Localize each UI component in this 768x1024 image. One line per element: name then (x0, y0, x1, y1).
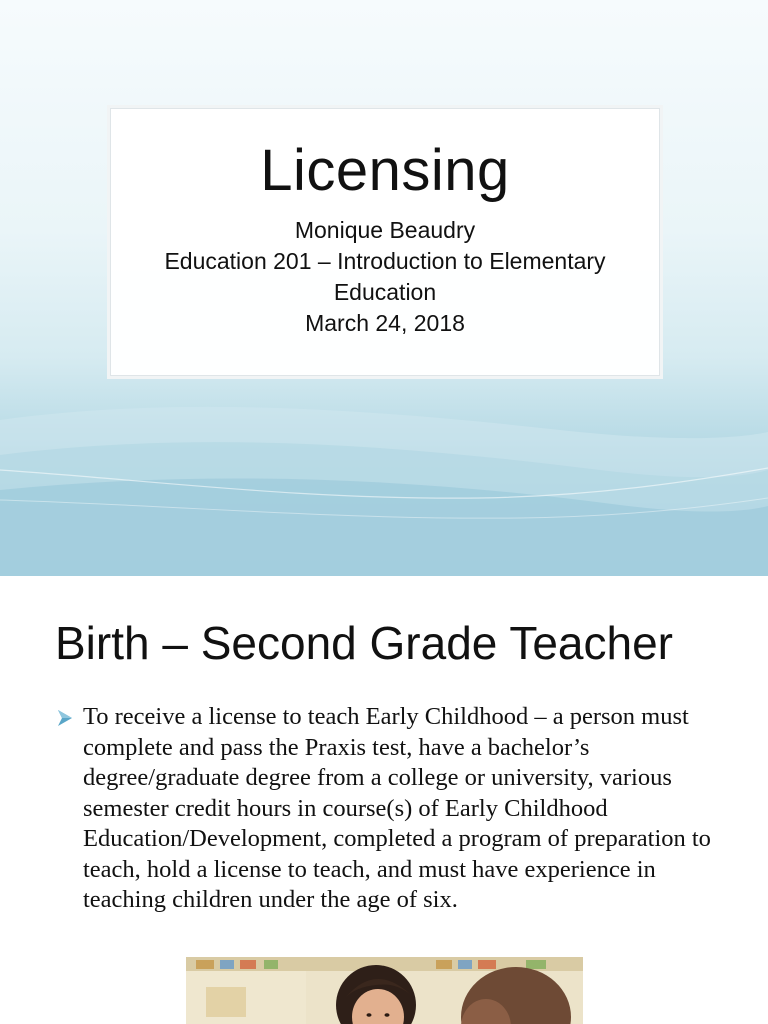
classroom-photo (186, 957, 583, 1024)
bullet-item (56, 702, 736, 916)
classroom-photo-illustration (186, 957, 583, 1024)
title-box (110, 108, 660, 376)
bullet-text: To receive a license to teach Early Childhood – a person must complete and pass the Praxis test, have a bachelor’s degree/graduate degree from a college or university, various semester credit hours in course(s) of Early Childhood Education/Development, completed a program of preparation to teach, hold a license to teach, and must have experience in teaching children under the age of six. (83, 703, 711, 913)
slide-heading: Birth – Second Grade Teacher (55, 617, 673, 669)
slide-title: Licensing (260, 138, 510, 203)
presentation-date: March 24, 2018 (305, 310, 465, 336)
arrow-bullet-icon (56, 709, 74, 727)
course-name: Education 201 – Introduction to Elementary Education (164, 248, 606, 305)
author-name: Monique Beaudry (294, 217, 476, 243)
content-slide (0, 576, 768, 1024)
subtitle-block (111, 215, 659, 339)
